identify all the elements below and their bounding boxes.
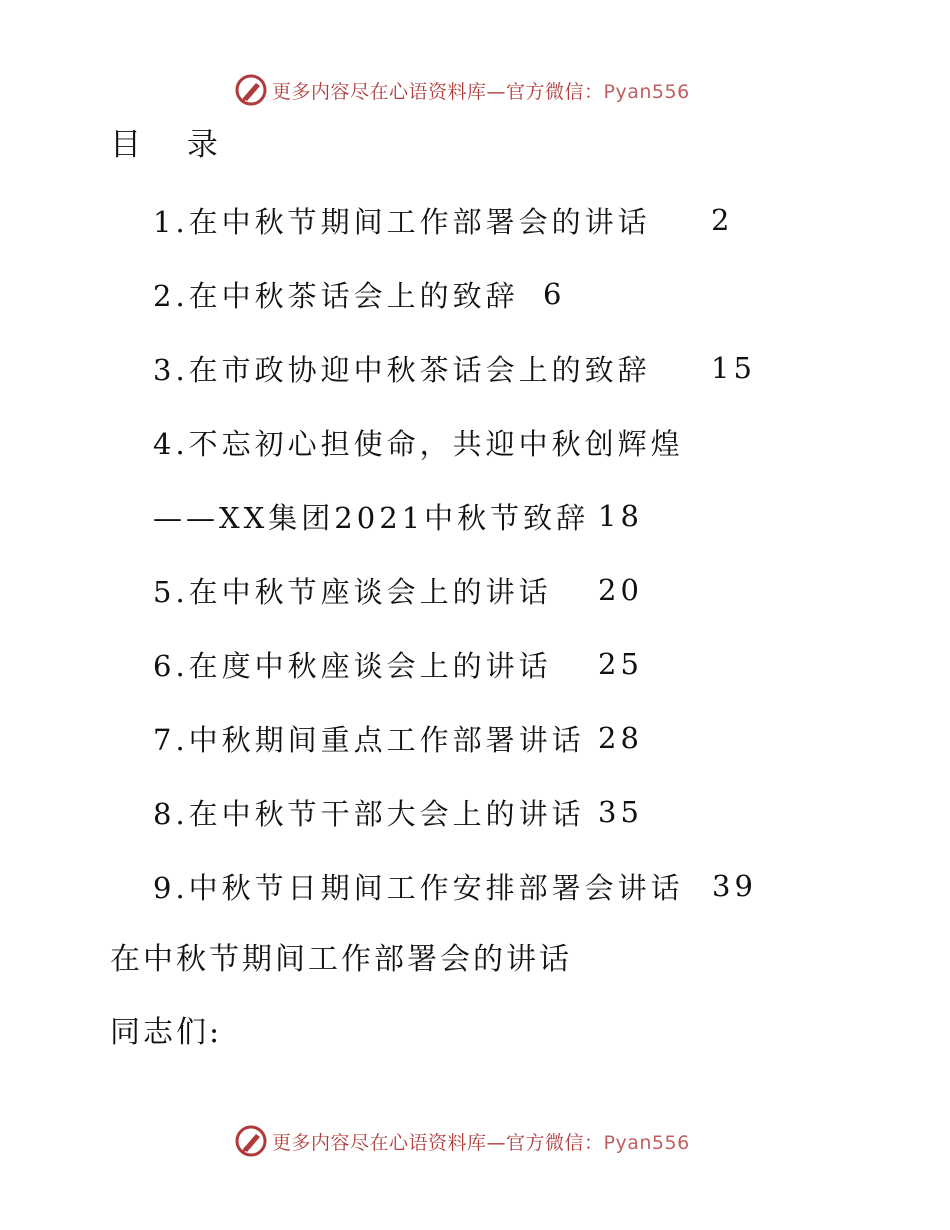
watermark-banner-bottom: [234, 1121, 690, 1161]
toc-entry-1[interactable]: [0, 183, 950, 257]
toc-entry-title: 7.中秋期间重点工作部署讲话: [153, 722, 585, 757]
red-pen-seal-icon: [234, 73, 268, 107]
toc-entry-title: 6.在度中秋座谈会上的讲话: [153, 648, 552, 683]
toc-entry-page: 15: [711, 351, 756, 385]
toc-entry-8[interactable]: [0, 775, 950, 849]
toc-entry-7[interactable]: [0, 701, 950, 775]
toc-entry-page: 39: [712, 869, 757, 903]
toc-entry-4[interactable]: [0, 405, 950, 479]
toc-heading: 目 录: [110, 127, 236, 163]
toc-entry-title: 1.在中秋节期间工作部署会的讲话: [153, 204, 651, 239]
toc-entry-3[interactable]: [0, 331, 950, 405]
red-pen-seal-icon: [234, 1124, 268, 1158]
wechat-id: Pyan556: [603, 80, 690, 103]
toc-entry-page: 25: [598, 647, 643, 681]
toc-entry-page: 20: [598, 573, 643, 607]
toc-entry-title: 5.在中秋节座谈会上的讲话: [153, 574, 552, 609]
toc-entry-page: 18: [598, 499, 643, 533]
table-of-contents: [0, 183, 950, 923]
toc-entry-title: 9.中秋节日期间工作安排部署会讲话: [153, 870, 684, 905]
toc-entry-5[interactable]: [0, 553, 950, 627]
wechat-id: Pyan556: [603, 1131, 690, 1154]
toc-entry-title: 3.在市政协迎中秋茶话会上的致辞: [153, 352, 651, 387]
watermark-text: 更多内容尽在心语资料库—官方微信：Pyan556: [272, 80, 690, 103]
toc-entry-page: 35: [598, 795, 643, 829]
toc-entry-9[interactable]: [0, 849, 950, 923]
toc-entry-page: 28: [598, 721, 643, 755]
toc-entry-title: 2.在中秋茶话会上的致辞: [153, 278, 519, 313]
toc-entry-title: 4.不忘初心担使命，共迎中秋创辉煌: [153, 426, 684, 461]
watermark-text: 更多内容尽在心语资料库—官方微信：Pyan556: [272, 1131, 690, 1154]
toc-entry-title: 8.在中秋节干部大会上的讲话: [153, 796, 585, 831]
toc-entry-page: 6: [543, 277, 566, 311]
toc-entry-2[interactable]: [0, 257, 950, 331]
section-title: 在中秋节期间工作部署会的讲话: [110, 942, 572, 977]
salutation: 同志们:: [110, 1015, 223, 1050]
toc-entry-6[interactable]: [0, 627, 950, 701]
toc-entry-4-subtitle[interactable]: [0, 479, 950, 553]
watermark-banner-top: [234, 70, 690, 110]
toc-entry-title: ——XX集团2021中秋节致辞: [153, 500, 590, 535]
toc-entry-page: 2: [711, 203, 734, 237]
